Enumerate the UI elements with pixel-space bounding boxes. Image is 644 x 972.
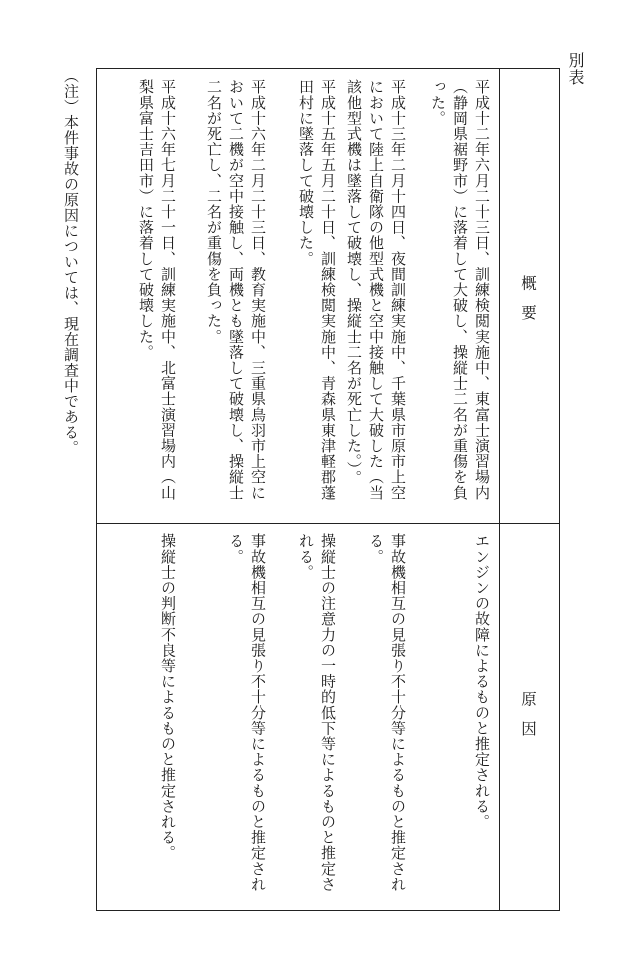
header-column — [499, 69, 559, 910]
cause-text-5: 操縦士の判断不良等によるものと推定される。 — [159, 533, 177, 861]
outline-text-2: 平成十三年二月十四日、夜間訓練実施中、千葉県市原市上空において陸上自衛隊の他型式機と空中接触して大破した（当該他型式機は墜落して破壊し、操縦士二名が死亡した。）。 — [345, 79, 407, 501]
appendix-label: 別表 — [566, 52, 585, 86]
header-outline: 概要 — [519, 275, 537, 334]
outline-text-3: 平成十五年五月二十日、訓練検閲実施中、青森県東津軽郡蓬田村に墜落して破壊した。 — [297, 79, 337, 501]
footnote: （注）本件事故の原因については、現在調査中である。 — [62, 68, 80, 456]
outline-text-5: 平成十六年七月二十一日、訓練実施中、北富士演習場内（山梨県富士吉田市）に落着して破壊した。 — [137, 79, 177, 501]
row-column-3 — [277, 69, 347, 910]
cause-text-3: 操縦士の注意力の一時的低下等によるものと推定される。 — [297, 533, 337, 892]
table-frame — [96, 68, 560, 911]
cause-text-4: 事故機相互の見張り不十分等によるものと推定される。 — [227, 533, 267, 892]
row-column-2 — [347, 69, 417, 910]
row-column-1 — [417, 69, 501, 910]
outline-text-4: 平成十六年二月二十三日、教育実施中、三重県鳥羽市上空において二機が空中接触し、両機とも墜落して破壊し、操縦士二名が死亡し、二名が重傷を負った。 — [205, 79, 267, 501]
row-column-5 — [97, 69, 187, 910]
outline-text-1: 平成十二年六月二十三日、訓練検閲実施中、東富士演習場内（静岡県裾野市）に落着して大破し、操縦士二名が重傷を負った。 — [429, 79, 491, 501]
cause-text-1: エンジンの故障によるものと推定される。 — [473, 533, 491, 830]
accident-table — [96, 68, 560, 911]
row-column-4 — [187, 69, 277, 910]
cause-text-2: 事故機相互の見張り不十分等によるものと推定される。 — [367, 533, 407, 892]
header-cause: 原因 — [519, 691, 537, 750]
